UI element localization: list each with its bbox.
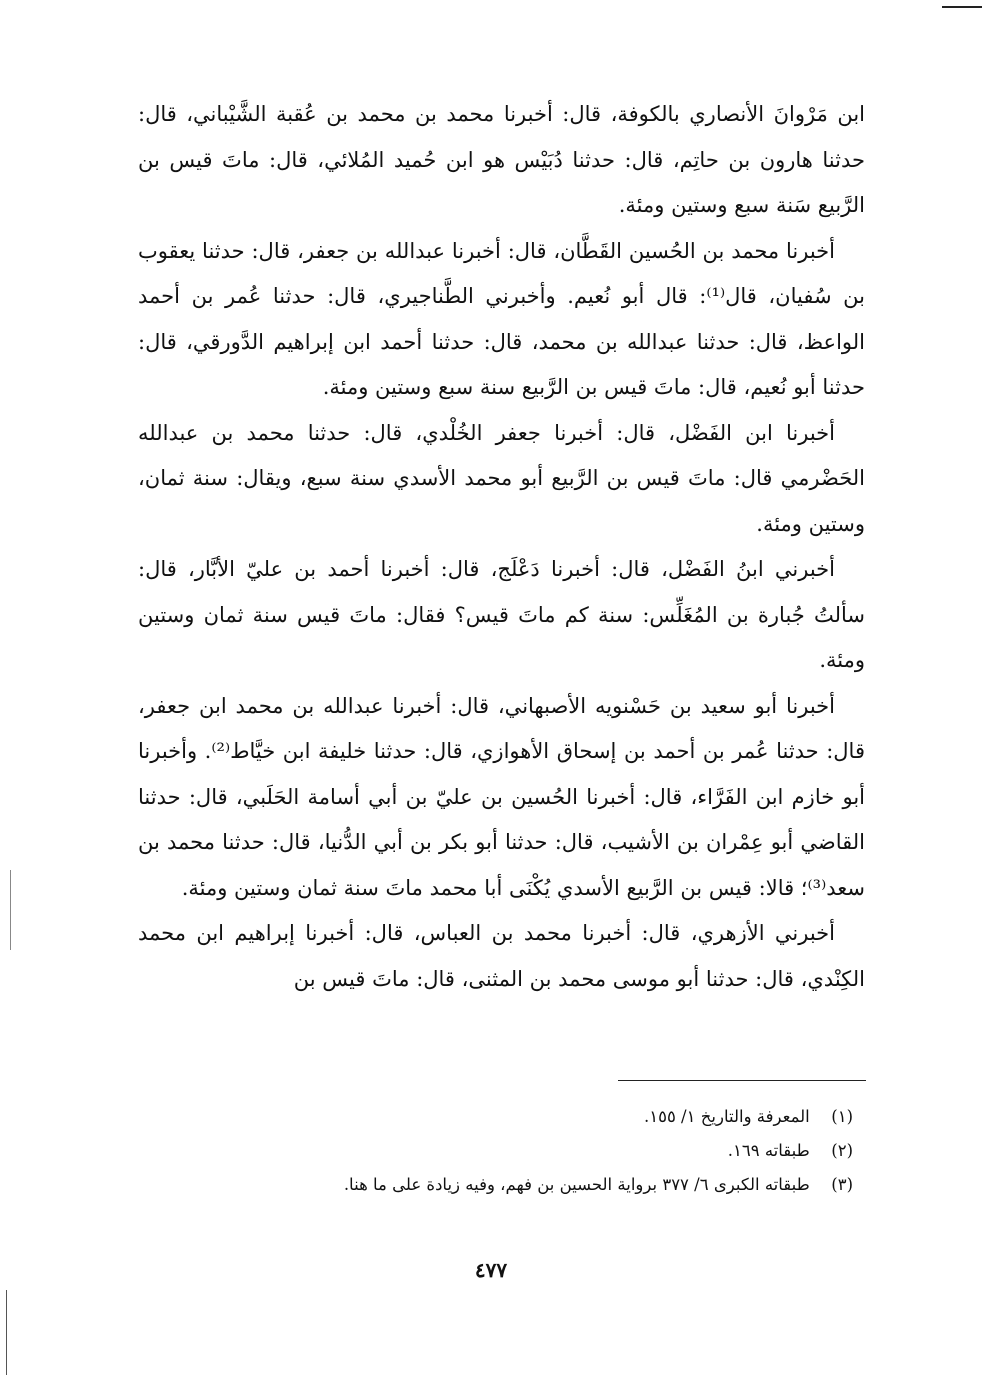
paragraph: أخبرني الأزهري، قال: أخبرنا محمد بن العباس، قال: أخبرنا إبراهيم ابن محمد الكِنْدي، قال: حدثنا أبو موسى محمد بن المثنى، قال: ماتَ قيس بن xyxy=(138,921,865,991)
paragraph: أخبرنا محمد بن الحُسين القَطَّان، قال: أخبرنا عبدالله بن جعفر، قال: حدثنا يعقوب بن سُفيان، قال⁽¹⁾: قال أبو نُعيم. وأخبرني الطَّناجيري، قال: حدثنا عُمر بن أحمد الواعظ، قال: حدثنا عبدالله بن محمد، قال: حدثنا أحمد ابن إبراهيم الدَّورقي، قال: حدثنا أبو نُعيم، قال: ماتَ قيس بن الرَّبيع سنة سبع وستين ومئة. xyxy=(138,238,865,399)
paragraph: ابن مَرْوانَ الأنصاري بالكوفة، قال: أخبرنا محمد بن محمد بن عُقبة الشَّيْباني، قال: حدثنا هارون بن حاتِم، قال: حدثنا دُبَيْس هو ابن حُميد المُلائي، قال: ماتَ قيس بن الرَّبيع سَنة سبع وستين ومئة. xyxy=(138,102,865,217)
footnote xyxy=(138,1100,853,1134)
footnote-number: (٢) xyxy=(831,1141,853,1160)
footnote xyxy=(138,1168,853,1202)
footnote-number: (١) xyxy=(831,1107,853,1126)
scan-edge-mark xyxy=(10,870,11,950)
scan-edge-mark xyxy=(942,6,982,8)
footnote-text: طبقاته ١٦٩. xyxy=(727,1141,810,1160)
footnote-text: المعرفة والتاريخ ١/ ١٥٥. xyxy=(643,1107,810,1126)
footnote-separator xyxy=(618,1080,866,1081)
footnotes xyxy=(138,1100,853,1202)
footnote xyxy=(138,1134,853,1168)
footnote-number: (٣) xyxy=(831,1175,853,1194)
footnote-text: طبقاته الكبرى ٦/ ٣٧٧ برواية الحسين بن فهم، وفيه زيادة على ما هنا. xyxy=(343,1175,810,1194)
main-text-body xyxy=(138,92,865,1002)
scan-edge-mark xyxy=(6,1290,7,1375)
paragraph: أخبرني ابنُ الفَضْل، قال: أخبرنا دَعْلَج، قال: أخبرنا أحمد بن عليّ الأبَّار، قال: سألتُ جُبارة بن المُغَلِّس: سنة كم ماتَ قيس؟ فقال: ماتَ قيس سنة ثمان وستين ومئة. xyxy=(138,557,865,672)
page-number: ٤٧٧ xyxy=(474,1258,508,1282)
paragraph: أخبرنا أبو سعيد بن حَسْنويه الأصبهاني، قال: أخبرنا عبدالله بن محمد ابن جعفر، قال: حدثنا عُمر بن أحمد بن إسحاق الأهوازي، قال: حدثنا خليفة ابن خيَّاط⁽²⁾. وأخبرنا أبو خازم ابن الفَرَّاء، قال: أخبرنا الحُسين بن عليّ بن أبي أسامة الحَلَبي، قال: حدثنا القاضي أبو عِمْران بن الأشيب، قال: حدثنا أبو بكر بن أبي الدُّنيا، قال: حدثنا محمد بن سعد⁽³⁾؛ قالا: قيس بن الرَّبيع الأسدي يُكْنَى أبا محمد ماتَ سنة ثمان وستين ومئة. xyxy=(138,693,865,900)
paragraph: أخبرنا ابن الفَضْل، قال: أخبرنا جعفر الخُلْدي، قال: حدثنا محمد بن عبدالله الحَضْرمي قال: ماتَ قيس بن الرَّبيع أبو محمد الأسدي سنة سبع، ويقال: سنة ثمان، وستين ومئة. xyxy=(138,420,865,536)
